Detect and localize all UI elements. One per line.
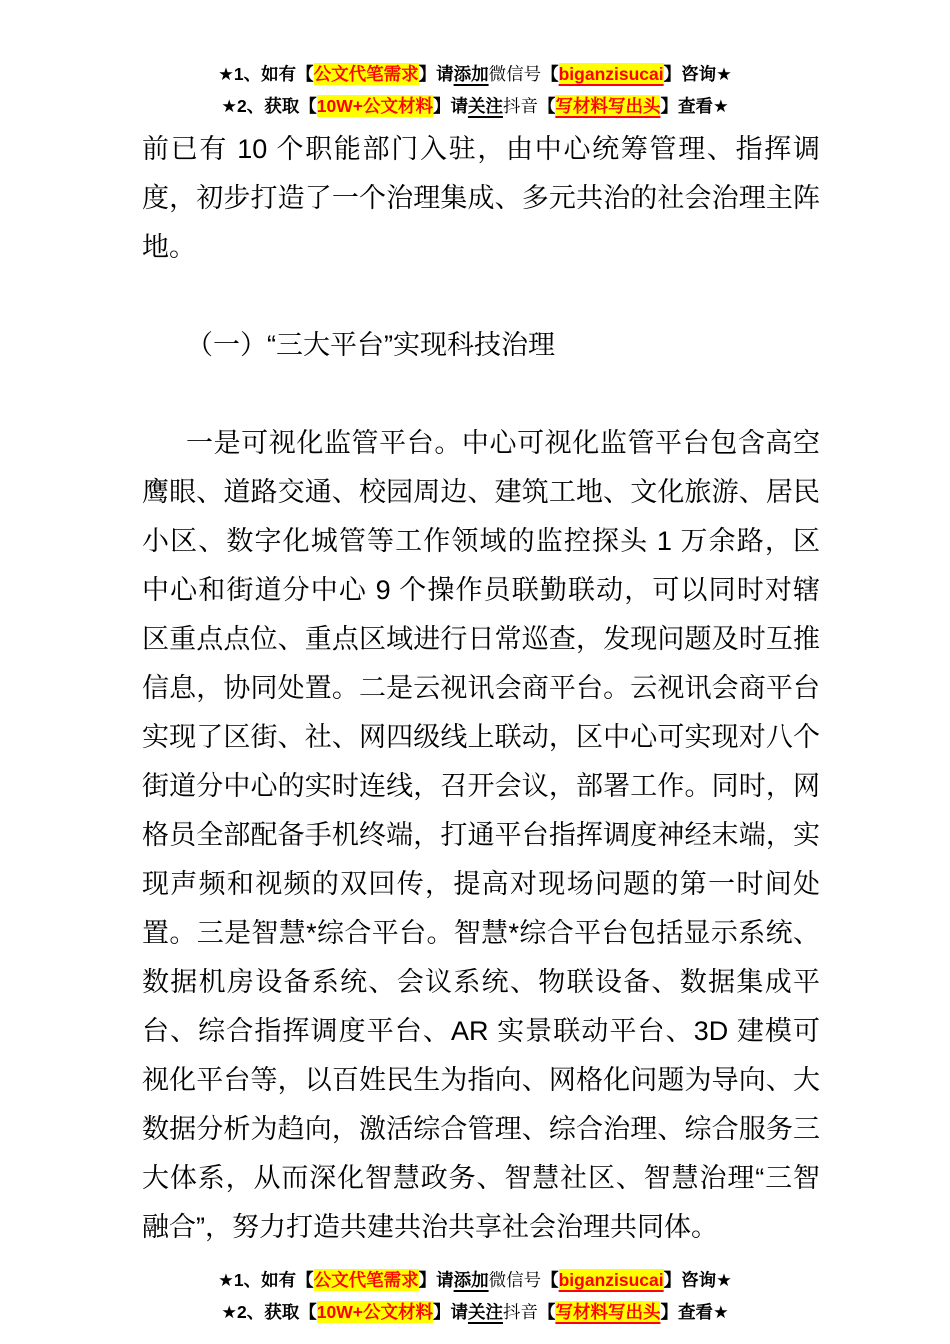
promo1-highlight-service: 公文代笔需求 (313, 64, 419, 84)
promo2-prefix: ★2、获取【 (221, 1302, 317, 1322)
promo2-suffix: 】查看★ (660, 96, 729, 116)
promo2-channel: 抖音 (502, 96, 538, 116)
promo2-bracket: 【 (537, 96, 556, 116)
promo1-highlight-wechat-id: biganzisucai (558, 1270, 664, 1290)
promo2-underlined-action: 关注 (467, 96, 503, 116)
promo-line-2-bottom (0, 1296, 950, 1328)
promo1-mid: 】请 (418, 1270, 454, 1290)
promo1-channel: 微信号 (488, 64, 542, 84)
promo1-prefix: ★1、如有【 (218, 1270, 314, 1290)
promo1-underlined-action: 添加 (453, 64, 489, 84)
promo-line-1-bottom (0, 1264, 950, 1296)
promo1-mid: 】请 (418, 64, 454, 84)
promo2-highlight-material: 10W+公文材料 (316, 1302, 433, 1322)
promo1-underlined-action: 添加 (453, 1270, 489, 1290)
section-heading: （一）“三大平台”实现科技治理 (186, 330, 555, 360)
promo2-mid: 】请 (432, 1302, 468, 1322)
promo2-highlight-material: 10W+公文材料 (316, 96, 433, 116)
promo2-highlight-douyin-id: 写材料写出头 (555, 1302, 661, 1322)
promo1-highlight-service: 公文代笔需求 (313, 1270, 419, 1290)
promo1-suffix: 】咨询★ (663, 64, 732, 84)
promo2-mid: 】请 (432, 96, 468, 116)
promo-banner-bottom (0, 1264, 950, 1328)
promo1-bracket: 【 (541, 1270, 559, 1290)
promo1-channel: 微信号 (488, 1270, 542, 1290)
promo1-highlight-wechat-id: biganzisucai (558, 64, 664, 84)
promo1-suffix: 】咨询★ (663, 1270, 732, 1290)
promo-line-2 (0, 90, 950, 122)
promo2-prefix: ★2、获取【 (221, 96, 317, 116)
document-body (142, 125, 820, 1252)
promo2-suffix: 】查看★ (660, 1302, 729, 1322)
paragraph-main: 一是可视化监管平台。中心可视化监管平台包含高空鹰眼、道路交通、校园周边、建筑工地、文化旅游、居民小区、数字化城管等工作领域的监控探头 1 万余路，区中心和街道分中心 9 个操作员联勤联动，可以同时对辖区重点点位、重点区域进行日常巡查，发现问题及时互推信息，协同处置。二是云视讯会商平台。云视讯会商平台实现了区街、社、网四级线上联动，区中心可实现对八个街道分中心的实时连线，召开会议，部署工作。同时，网格员全部配备手机终端，打通平台指挥调度神经末端，实现声频和视频的双回传，提高对现场问题的第一时间处置。三是智慧*综合平台。智慧*综合平台包括显示系统、数据机房设备系统、会议系统、物联设备、数据集成平台、综合指挥调度平台、AR 实景联动平台、3D 建模可视化平台等，以百姓民生为指向、网格化问题为导向、大数据分析为趋向，激活综合管理、综合治理、综合服务三大体系，从而深化智慧政务、智慧社区、智慧治理“三智融合”，努力打造共建共治共享社会治理共同体。 (142, 428, 820, 1242)
promo1-bracket: 【 (541, 64, 559, 84)
promo2-underlined-action: 关注 (467, 1302, 503, 1322)
promo-banner-top (0, 0, 950, 122)
promo2-bracket: 【 (537, 1302, 556, 1322)
paragraph-intro: 前已有 10 个职能部门入驻，由中心统筹管理、指挥调度，初步打造了一个治理集成、多元共治的社会治理主阵地。 (142, 134, 820, 262)
promo-line-1 (0, 58, 950, 90)
promo2-channel: 抖音 (502, 1302, 538, 1322)
promo2-highlight-douyin-id: 写材料写出头 (555, 96, 661, 116)
promo1-prefix: ★1、如有【 (218, 64, 314, 84)
